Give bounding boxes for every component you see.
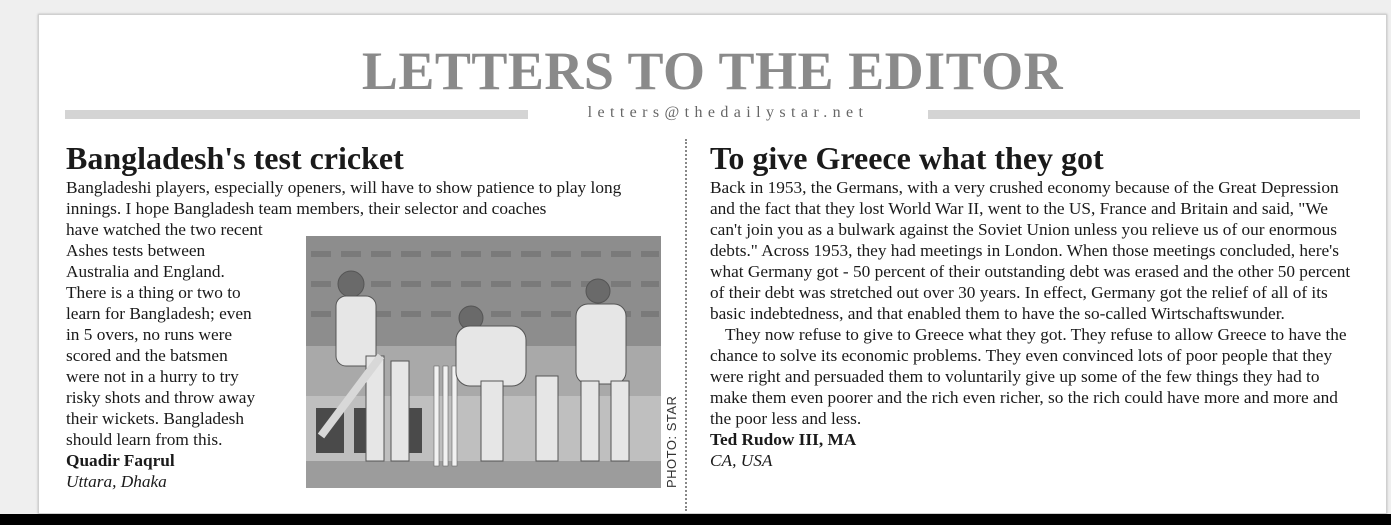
right-letter-headline: To give Greece what they got (710, 140, 1104, 176)
right-letter-body (710, 177, 1355, 471)
body-line: were not in a hurry to try (66, 367, 239, 386)
cricket-photo-illustration (306, 236, 661, 488)
cricket-photo (306, 236, 661, 488)
right-letter-location: CA, USA (710, 451, 773, 470)
body-line: risky shots and throw away (66, 388, 256, 407)
left-letter-body (66, 219, 296, 492)
masthead-rule (65, 106, 1360, 124)
body-line: scored and the batsmen (66, 346, 228, 365)
body-line: have watched the two recent (66, 220, 263, 239)
paragraph: They now refuse to give to Greece what they got. They refuse to allow Greece to have the chance to solve its economic problems. They even convinced lots of poor people that they were right and persuaded them to voluntarily give up some of the few things they had to make them even poorer and the rich even richer, so the rich could have more and more and the poor less and less. (710, 325, 1347, 428)
body-line: in 5 overs, no runs were (66, 325, 233, 344)
letters-page (38, 14, 1387, 514)
page-title: LETTERS TO THE EDITOR (361, 41, 1064, 101)
right-letter-author: Ted Rudow III, MA (710, 430, 857, 449)
editor-email: letters@thedailystar.net (587, 104, 869, 121)
body-line: There is a thing or two to (66, 283, 241, 302)
photo-credit-label: PHOTO: STAR (664, 395, 679, 488)
left-letter-author: Quadir Faqrul (66, 451, 175, 470)
body-line: their wickets. Bangladesh (66, 409, 245, 428)
bottom-bar (0, 514, 1391, 525)
left-letter-location: Uttara, Dhaka (66, 472, 167, 491)
paragraph: Back in 1953, the Germans, with a very crushed economy because of the Great Depression and the fact that they lost World War II, went to the US, France and Britain and said, "We can't join you as a bulwark against the Soviet Union unless you relieve us of our enormous debts." Across 1953, they had meetings in London. When those meetings concluded, here's what Germany got - 50 percent of their outstanding debt was erased and the other 50 percent of their debt was stretched out over 30 years. In effect, Germany got the relief of all of its basic indebtedness, and that enabled them to have the so-called Wirtschaftswunder. (710, 178, 1351, 323)
body-line: should learn from this. (66, 430, 223, 449)
body-line: Australia and England. (66, 262, 225, 281)
body-line: learn for Bangladesh; even (66, 304, 252, 323)
left-letter-intro: Bangladeshi players, especially openers, will have to show patience to play long innings. I hope Bangladesh team members, their selector and coaches (66, 178, 622, 218)
photo-credit (661, 236, 683, 488)
body-line: Ashes tests between (66, 241, 206, 260)
rule-right (928, 110, 1360, 119)
left-letter-headline: Bangladesh's test cricket (66, 140, 404, 176)
rule-left (65, 110, 528, 119)
column-divider (685, 139, 687, 511)
